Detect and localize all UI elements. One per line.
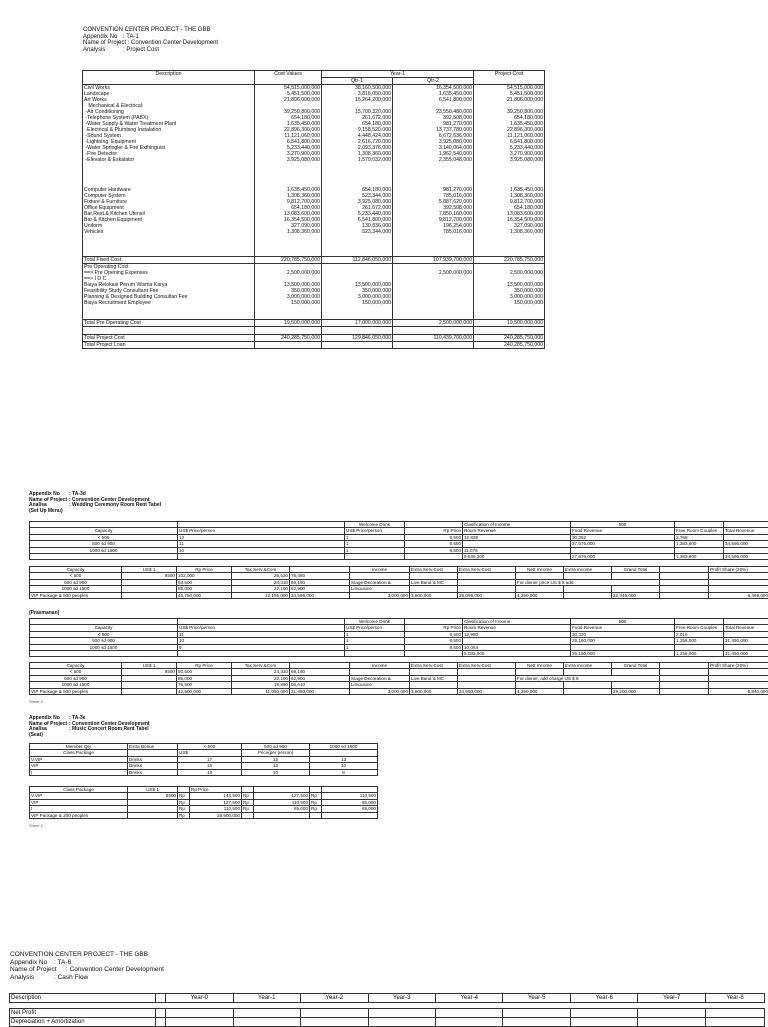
- cost-equipment: 1,635,450,000 1,308,360,000 9,812,700,000 654,180,000 13,083,600,000 16,354,500,000 327,090,000 1,308,360,000: [255, 187, 322, 242]
- col-year1: Year-1: [322, 71, 474, 78]
- ta3e-header: Appendix No : TA-3e Name of Project : Convention Center Development Analisa : Music Concert Room Rent Tabel (Seat): [29, 716, 150, 738]
- analysis-label: Analysis: [83, 47, 123, 54]
- sheet-label-2: Sheet 2: [29, 823, 43, 828]
- sheet-label-1: Sheet 2: [29, 699, 43, 704]
- total-preop-row: Total Pre Operating Cost 19,500,000,000 17,000,000,000 2,500,000,000 19,500,000,000: [83, 320, 545, 327]
- q1-preop: 13,500,000,000 350,000,000 3,000,000,000 150,000,000: [322, 264, 393, 312]
- concert-rp-table: Class Package US$ 1 Rp Price V.VIP 8500 Rp 144,500 Rp 127,500 Rp 110,500 VIP Rp 127,500 Rp 110,500 Rp 85,000 I Rp 110,500 Rp 85,000 Rp 68,000 VIP Package & 200 peoples Rp 28,900,000: [29, 786, 378, 819]
- wedding-setup-table: Welcome Drink Clasification of Income 500 Capacity US$ Price/person US$ Price/person Rp Price Room Revenue Food Revenue Free Room Couples Total Revenue < 500 12 1 8,500 12,838 30,352 2,768 500 sd 900 11 1 8,500 27,676,000 1,383,800 34,595,000 1000 sd 1500 10 1 8,500 11,076 5,535,200 27,676,000 1,383,800 34,595,000: [29, 521, 768, 560]
- q1-works: 38,160,500,000 3,816,050,000 15,264,200,000 15,700,320,000 261,672,000 654,180,000 9,158,520,000 4,448,424,000 2,616,720,000 2,093,376,000 1,308,360,000 1,570,032,000: [322, 85, 393, 179]
- ta1-header: [83, 27, 218, 53]
- q1-equipment: 654,180,000 523,344,000 3,925,080,000 261,672,000 5,233,440,000 6,541,800,000 130,836,000 523,344,000: [322, 187, 393, 242]
- rows-works: Civil Works Landscape Art Works Mechanical & Electrical: -Air Conditioning -Telephone System (PABX) -Water Supply & Water Treatment Plant -Electrical & Plumbing Instalation -Sound System -Lightning Equipment -Water Springler & Fire Exthinguist -Fire Detector -Elevator & Eskalator: [83, 85, 255, 179]
- cost-works: 54,515,000,000 5,451,500,000 21,806,000,000 39,250,800,000 654,180,000 1,635,450,000 22,896,300,000 11,121,060,000 6,541,800,000 5,233,440,000 3,270,900,000 3,925,080,000: [255, 85, 322, 179]
- vip-package-row-1: VIP Package & 500 peoples 46,750,000 12,155,000 34,595,000 3,000,000 3,500,000 28,095,000 4,250,000 32,345,000 6,469,000: [30, 592, 768, 598]
- rows-preop: Pre Operating Cost ==> Pre Opening Expenses ==> I D C Biaya Relokasi Perum Wisma Karya Feasibility Study Consultant Fee Planning & Designed Building Consultan Fee Biaya Recruitment Employee: [83, 264, 255, 312]
- col-cost-values: Cost Values: [255, 71, 322, 85]
- prasmanan-income-table: Capacity US$ 1 Rp Price Tax,Serv.&Com Income Extra Serv.Cost Extra Serv.Cost Nett Income Extra Income Grand Total Profit Share (20%) < 500 8500 93,500 24,310 69,190 500 sd 900 85,000 22,100 62,900 Stage Decoration & Live Band & MC For dinner, add charge US $ 5 1000 sd 1500 76,500 19,890 56,610 Limousine VIP Package & 500 peoples 42,500,000 11,050,000 31,450,000 3,000,000 3,500,000 24,950,000 4,250,000 29,200,000 5,840,000: [29, 662, 768, 695]
- project-cost-table: [82, 70, 545, 349]
- ta1-title: CONVENTION CENTER PROJECT - THE GBB: [83, 27, 218, 34]
- ta6-header: CONVENTION CENTER PROJECT - THE GBB Appendix No : TA-6 Name of Project : Convention Center Development Analysis : Cash Flow: [10, 951, 164, 981]
- project-value: : Convention Center Development: [128, 40, 218, 46]
- cash-flow-table: Description Year-0 Year-1 Year-2 Year-3 Year-4 Year-5 Year-6 Year-7 Year-8 Net Profit Depreciation + Amortization: [9, 993, 765, 1027]
- col-qtr2: Qtr-2: [393, 78, 474, 85]
- col-project-cost: Project Cost: [474, 71, 545, 85]
- col-description: Description: [83, 71, 255, 85]
- concert-price-table: Member Qty Extra Bonus < 500 500 sd 900 1000 sd 1500 Class Package US$ Price(per person) V.VIP Drinks 17 15 13 VIP Drinks 15 13 10 I Drinks 13 10 8: [29, 743, 378, 776]
- pc-works: 54,515,000,000 5,451,500,000 21,806,000,000 39,250,800,000 654,180,000 1,635,450,000 22,896,300,000 11,121,060,000 6,541,800,000 5,233,440,000 3,270,900,000 3,925,080,000: [474, 85, 545, 179]
- project-label: Name of Project: [83, 40, 126, 47]
- q2-works: 16,354,500,000 1,635,450,000 6,541,800,000 23,550,480,000 392,508,000 981,270,000 13,737,780,000 6,672,636,000 3,925,080,000 3,140,064,000 1,962,540,000 2,355,048,000: [393, 85, 474, 179]
- vip-package-row-2: VIP Package & 500 peoples 42,500,000 11,050,000 31,450,000 3,000,000 3,500,000 24,950,000 4,250,000 29,200,000 5,840,000: [30, 688, 768, 694]
- col-qtr1: Qtr-1: [322, 78, 393, 85]
- pc-preop: 2,500,000,000 13,500,000,000 350,000,000 3,000,000,000 150,000,000: [474, 264, 545, 312]
- analysis-value: : Project Cost: [123, 47, 159, 53]
- appendix-label: Appendix No: [83, 34, 123, 41]
- ta3d-header: Appendix No : TA-3d Name of Project : Convention Center Development Analisa : Wedding Ceremony Room Rent Tabel (Set Up Menu): [29, 492, 161, 514]
- total-project-row: Total Project Cost 240,285,750,000 129,846,050,000 110,439,700,000 240,285,750,000: [83, 335, 545, 342]
- prasmanan-label: (Prasmanan): [29, 610, 59, 617]
- appendix-value: : TA-1: [123, 34, 139, 40]
- prasmanan-setup-table: Welcome Drink Clasification of Income 500 Capacity US$ Price/person US$ Price/person Rp Price Room Revenue Food Revenue Free Room Couples Total Revenue < 500 11 1 8,500 12,980 30,320 2,016 500 sd 900 10 1 8,500 25,160,000 1,258,000 31,450,000 1000 sd 1500 9 1 8,500 10,064 5,032,000 25,160,000 1,258,000 31,450,000: [29, 618, 768, 657]
- cost-preop: 2,500,000,000 13,500,000,000 350,000,000 3,000,000,000 150,000,000: [255, 264, 322, 312]
- rows-equipment: Computer Hardware Computer System Fixture & Furniture Office Equipment Bar,Rest.& Kitchen Utensil Bar & Kitchen Equipment Uniform Vehicles: [83, 187, 255, 242]
- pc-equipment: 1,635,450,000 1,308,360,000 9,812,700,000 654,180,000 13,083,600,000 16,354,500,000 327,090,000 1,308,360,000: [474, 187, 545, 242]
- total-fixed-row: Total Fixed Cost 220,785,750,000 112,846,050,000 107,939,700,000 220,785,750,000: [83, 257, 545, 264]
- q2-equipment: 981,270,000 785,016,000 5,887,620,000 392,508,000 7,850,160,000 9,812,700,000 196,254,000 785,016,000: [393, 187, 474, 242]
- wedding-income-table: Capacity US$ 1 Rp Price Tax,Serv.&Com Income Extra Serv.Cost Extra Serv.Cost Nett Income Extra Income Grand Total Profit Share (20%) < 500 8500 102,000 26,520 75,480 500 sd 900 93,500 24,310 69,190 Stage Decoration & Live Band & MC For dinner price US $ 5 add 1000 sd 1500 85,000 22,100 62,900 Limousine VIP Package & 500 peoples 46,750,000 12,155,000 34,595,000 3,000,000 3,500,000 28,095,000 4,250,000 32,345,000 6,469,000: [29, 566, 768, 599]
- total-loan-row: Total Project Loan 240,285,750,000: [83, 342, 545, 349]
- q2-preop: 2,500,000,000: [393, 264, 474, 312]
